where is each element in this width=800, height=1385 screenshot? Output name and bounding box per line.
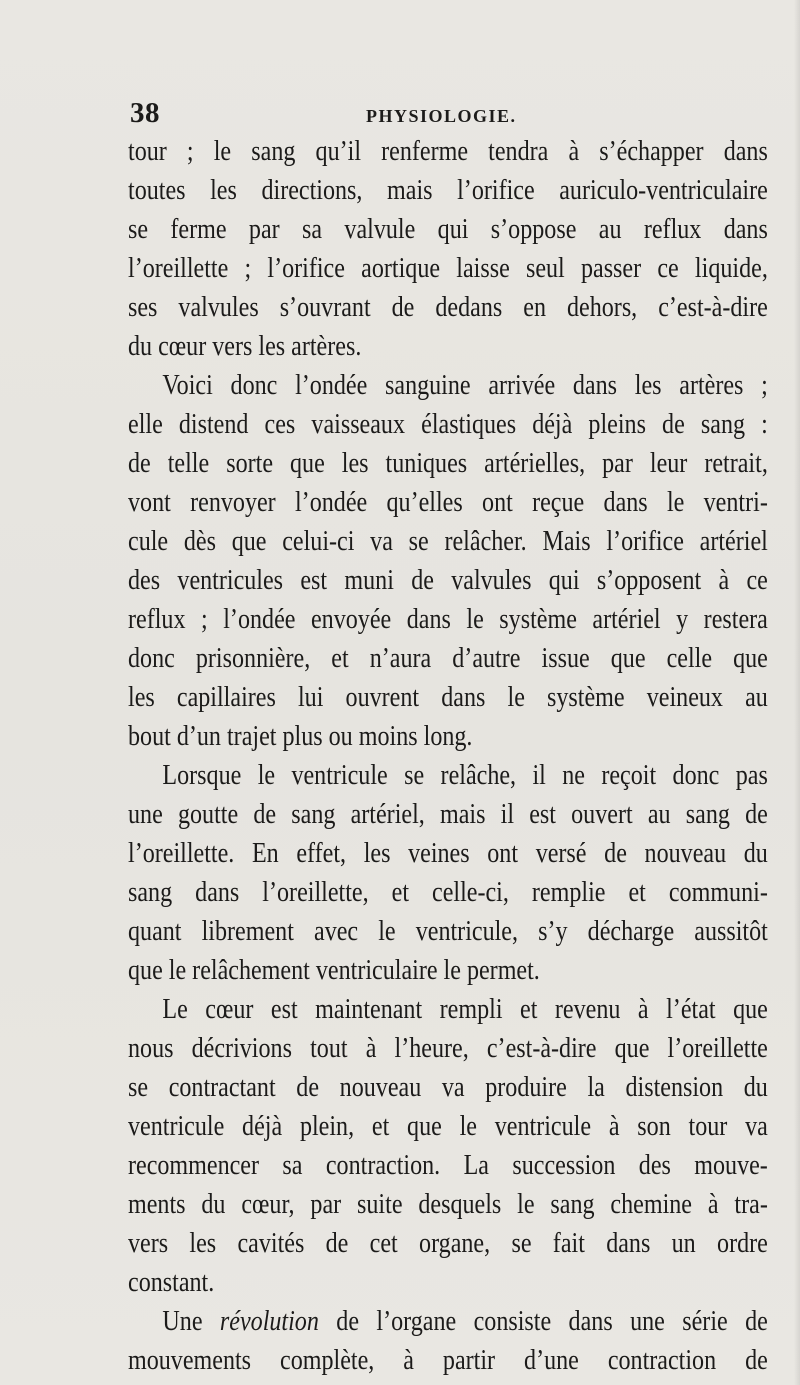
- text-line: Lorsque le ventricule se relâche, il ne reçoit donc pas: [162, 760, 768, 791]
- running-head: PHYSIOLOGIE.: [366, 106, 517, 126]
- text-line: toutes les directions, mais l’orifice auriculo-ventriculaire: [128, 175, 768, 206]
- text-line: que le relâchement ventriculaire le permet.: [128, 955, 540, 986]
- body-text: [128, 132, 768, 1380]
- page-number: 38: [130, 97, 160, 129]
- page-edge-shadow: [794, 0, 800, 1385]
- text-line: bout d’un trajet plus ou moins long.: [128, 721, 473, 752]
- text-line: du cœur vers les artères.: [128, 331, 362, 362]
- text-line: Le cœur est maintenant rempli et revenu à l’état que: [162, 994, 768, 1025]
- text-line: Une révolution de l’organe consiste dans une série de: [162, 1306, 768, 1337]
- text-line: sang dans l’oreillette, et celle-ci, remplie et communi-: [128, 877, 768, 908]
- text-line: se ferme par sa valvule qui s’oppose au reflux dans: [128, 214, 768, 245]
- text-line: Voici donc l’ondée sanguine arrivée dans les artères ;: [162, 370, 768, 401]
- text-line: les capillaires lui ouvrent dans le système veineux au: [128, 682, 768, 713]
- text-line: une goutte de sang artériel, mais il est ouvert au sang de: [128, 799, 768, 830]
- text-line: des ventricules est muni de valvules qui s’opposent à ce: [128, 565, 768, 596]
- text-line: reflux ; l’ondée envoyée dans le système artériel y restera: [128, 604, 768, 635]
- text-line: mouvements complète, à partir d’une contraction de: [128, 1345, 768, 1376]
- text-line: ventricule déjà plein, et que le ventricule à son tour va: [128, 1111, 768, 1142]
- text-line: tour ; le sang qu’il renferme tendra à s’échapper dans: [128, 136, 768, 167]
- text-line: vers les cavités de cet organe, se fait dans un ordre: [128, 1228, 768, 1259]
- text-line: ments du cœur, par suite desquels le sang chemine à tra-: [128, 1189, 768, 1220]
- text-line: l’oreillette. En effet, les veines ont versé de nouveau du: [128, 838, 768, 869]
- text-line: ses valvules s’ouvrant de dedans en dehors, c’est-à-dire: [128, 292, 768, 323]
- page-header: [130, 97, 750, 131]
- text-line: de telle sorte que les tuniques artérielles, par leur retrait,: [128, 448, 768, 479]
- text-line: elle distend ces vaisseaux élastiques déjà pleins de sang :: [128, 409, 768, 440]
- text-line: recommencer sa contraction. La succession des mouve-: [128, 1150, 768, 1181]
- text-line: nous décrivions tout à l’heure, c’est-à-dire que l’oreillette: [128, 1033, 768, 1064]
- text-line: se contractant de nouveau va produire la distension du: [128, 1072, 768, 1103]
- text-line: donc prisonnière, et n’aura d’autre issue que celle que: [128, 643, 768, 674]
- text-line: cule dès que celui-ci va se relâcher. Mais l’orifice artériel: [128, 526, 768, 557]
- text-line: constant.: [128, 1267, 215, 1298]
- text-line: quant librement avec le ventricule, s’y décharge aussitôt: [128, 916, 768, 947]
- text-line: l’oreillette ; l’orifice aortique laisse seul passer ce liquide,: [128, 253, 768, 284]
- text-line: vont renvoyer l’ondée qu’elles ont reçue dans le ventri-: [128, 487, 768, 518]
